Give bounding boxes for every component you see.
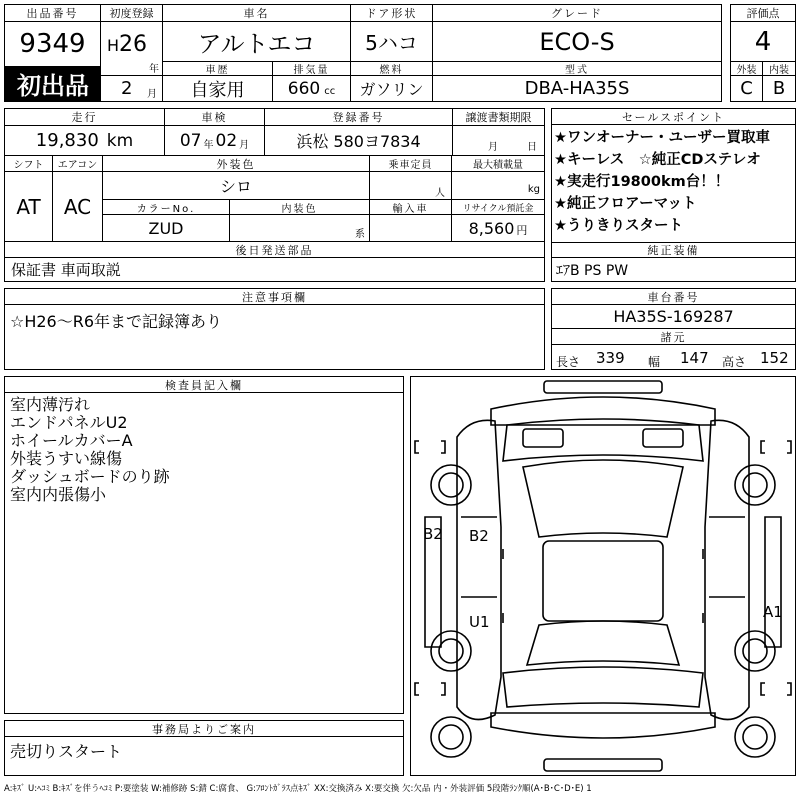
transfer-month-unit: 月 [488,142,498,153]
sales-point-item: ★キーレス ☆純正CDステレオ [554,152,761,168]
int-color-label: 内装色 [230,200,370,215]
width-label: 幅 [648,355,661,369]
mileage-cell [5,126,165,156]
equipment: ｴｱB PS PW [556,262,629,279]
transfer-cell [453,126,544,156]
exterior-score: C [731,76,763,101]
import-label: 輸入車 [370,200,452,215]
length-label: 長さ [556,355,581,369]
lot-number: 9349 [5,22,101,66]
transfer-day-unit: 日 [527,142,537,153]
grade: ECO-S [433,22,721,62]
score: 4 [731,22,795,62]
displacement-label: 排気量 [273,62,351,76]
ac-label: エアコン [53,156,103,172]
lot-number-label: 出品番号 [5,5,101,22]
color-no-label: カラーNo. [103,200,230,215]
sales-point-item: ★実走行19800km台！！ [554,174,730,190]
mileage: 19,830 [35,130,99,151]
inspector-label: 検査員記入欄 [5,377,403,393]
displacement-cell [273,76,351,101]
int-color-cell [230,215,370,242]
capacity-unit: 人 [435,188,445,199]
first-listing-badge [5,66,101,101]
int-color-unit: 系 [355,229,365,240]
reg-month: 2 [121,78,133,99]
door-label: ドア形状 [351,5,433,22]
damage-mark: A1 [763,603,783,621]
interior-label: 内装 [763,62,795,76]
reg-month-unit: 月 [147,89,157,100]
inspection-cell [165,126,265,156]
recycle: 8,560 [468,218,515,238]
inspector-lines [10,396,170,504]
model: DBA-HA35S [524,78,630,99]
notes: ☆H26〜R6年まで記録簿あり [10,312,223,331]
first-listing-text: 初出品 [17,72,89,100]
inspector-line: 室内薄汚れ [10,395,91,414]
first-reg-label: 初度登録 [101,5,163,22]
width: 147 [680,349,709,367]
sales-points-list [554,127,794,237]
shift: AT [5,172,53,242]
dims-label: 諸元 [552,329,795,345]
office-note: 売切りスタート [10,742,123,761]
ac: AC [53,172,103,242]
sales-point-item: ★純正フロアーマット [554,196,697,212]
inspection-year-unit: 年 [203,140,214,151]
import-cell [370,215,452,242]
height: 152 [760,349,789,367]
inspection-label: 車検 [165,109,265,126]
sales-point-item: ★ワンオーナー・ユーザー買取車 [554,130,770,146]
color-no: ZUD [103,215,230,242]
max-load-cell [452,172,544,200]
later-parts: 保証書 車両取説 [11,261,121,279]
exterior-label: 外装 [731,62,763,76]
interior-score: B [772,78,786,99]
car-diagram [411,377,795,775]
damage-mark: B2 [423,525,443,543]
legend-footer: A:ｷｽﾞ U:ﾍｺﾐ B:ｷｽﾞを伴うﾍｺﾐ P:要塗装 W:補修跡 S:錆 C:腐食、 G:ﾌﾛﾝﾄｶﾞﾗｽ点ｷｽﾞ XX:交換済み X:要交換 欠:欠品 内・外装評価 5段階ﾗﾝｸ順(A･B･C･D･E) 1 [4,784,592,794]
recycle-label: リサイクル預託金 [452,200,544,215]
dims-row [556,349,794,369]
max-load-unit: kg [527,184,540,195]
reg-year: 26 [119,32,147,57]
mileage-unit: km [106,130,134,151]
history: 自家用 [163,76,273,101]
inspector-line: 外装うすい線傷 [10,449,123,468]
sales-point-item: ★うりきりスタート [554,218,683,234]
sales-points-label: セールスポイント [552,109,795,125]
grade-label: グレード [433,5,721,22]
ext-color-label: 外装色 [103,156,370,172]
shift-label: シフト [5,156,53,172]
first-reg-month-cell [101,76,163,101]
capacity-cell [370,172,452,200]
era: H [107,36,120,55]
length: 339 [596,349,625,367]
car-name: アルトエコ [163,22,351,62]
first-reg-year-cell [101,22,163,76]
reg-number-label: 登録番号 [265,109,453,126]
office-label: 事務局よりご案内 [5,721,403,737]
inspection-year: 07 [179,130,202,151]
reg-number: 浜松 580ヨ7834 [265,126,453,156]
inspector-line: ホイールカバーA [10,431,133,450]
inspector-line: ダッシュボードのり跡 [10,467,170,486]
score-label: 評価点 [731,5,795,22]
transfer-label: 譲渡書類期限 [453,109,544,126]
ext-color: シロ [103,172,370,200]
door-type: 5ハコ [351,22,433,62]
fuel-label: 燃料 [351,62,433,76]
max-load-label: 最大積載量 [452,156,544,172]
height-label: 高さ [722,355,747,369]
damage-mark: U1 [469,613,490,631]
chassis-label: 車台番号 [552,289,795,305]
damage-mark: B2 [469,527,489,545]
displacement-unit: cc [324,86,336,97]
chassis-number: HA35S-169287 [552,305,795,329]
mileage-label: 走行 [5,109,165,126]
model-label: 型式 [433,62,721,76]
recycle-unit: 円 [516,224,528,237]
displacement: 660 [287,78,321,99]
history-label: 車歴 [163,62,273,76]
inspection-month-unit: 月 [239,140,250,151]
inspector-line: 室内内張傷小 [10,485,107,504]
inspector-line: エンドパネルU2 [10,413,128,432]
notes-label: 注意事項欄 [5,289,544,305]
equipment-label: 純正装備 [552,242,795,258]
capacity-label: 乗車定員 [370,156,452,172]
car-name-label: 車名 [163,5,351,22]
inspection-month: 02 [215,130,238,151]
reg-year-unit: 年 [149,64,159,75]
recycle-cell [452,215,544,242]
fuel: ガソリン [351,76,433,101]
later-parts-label: 後日発送部品 [5,242,544,258]
